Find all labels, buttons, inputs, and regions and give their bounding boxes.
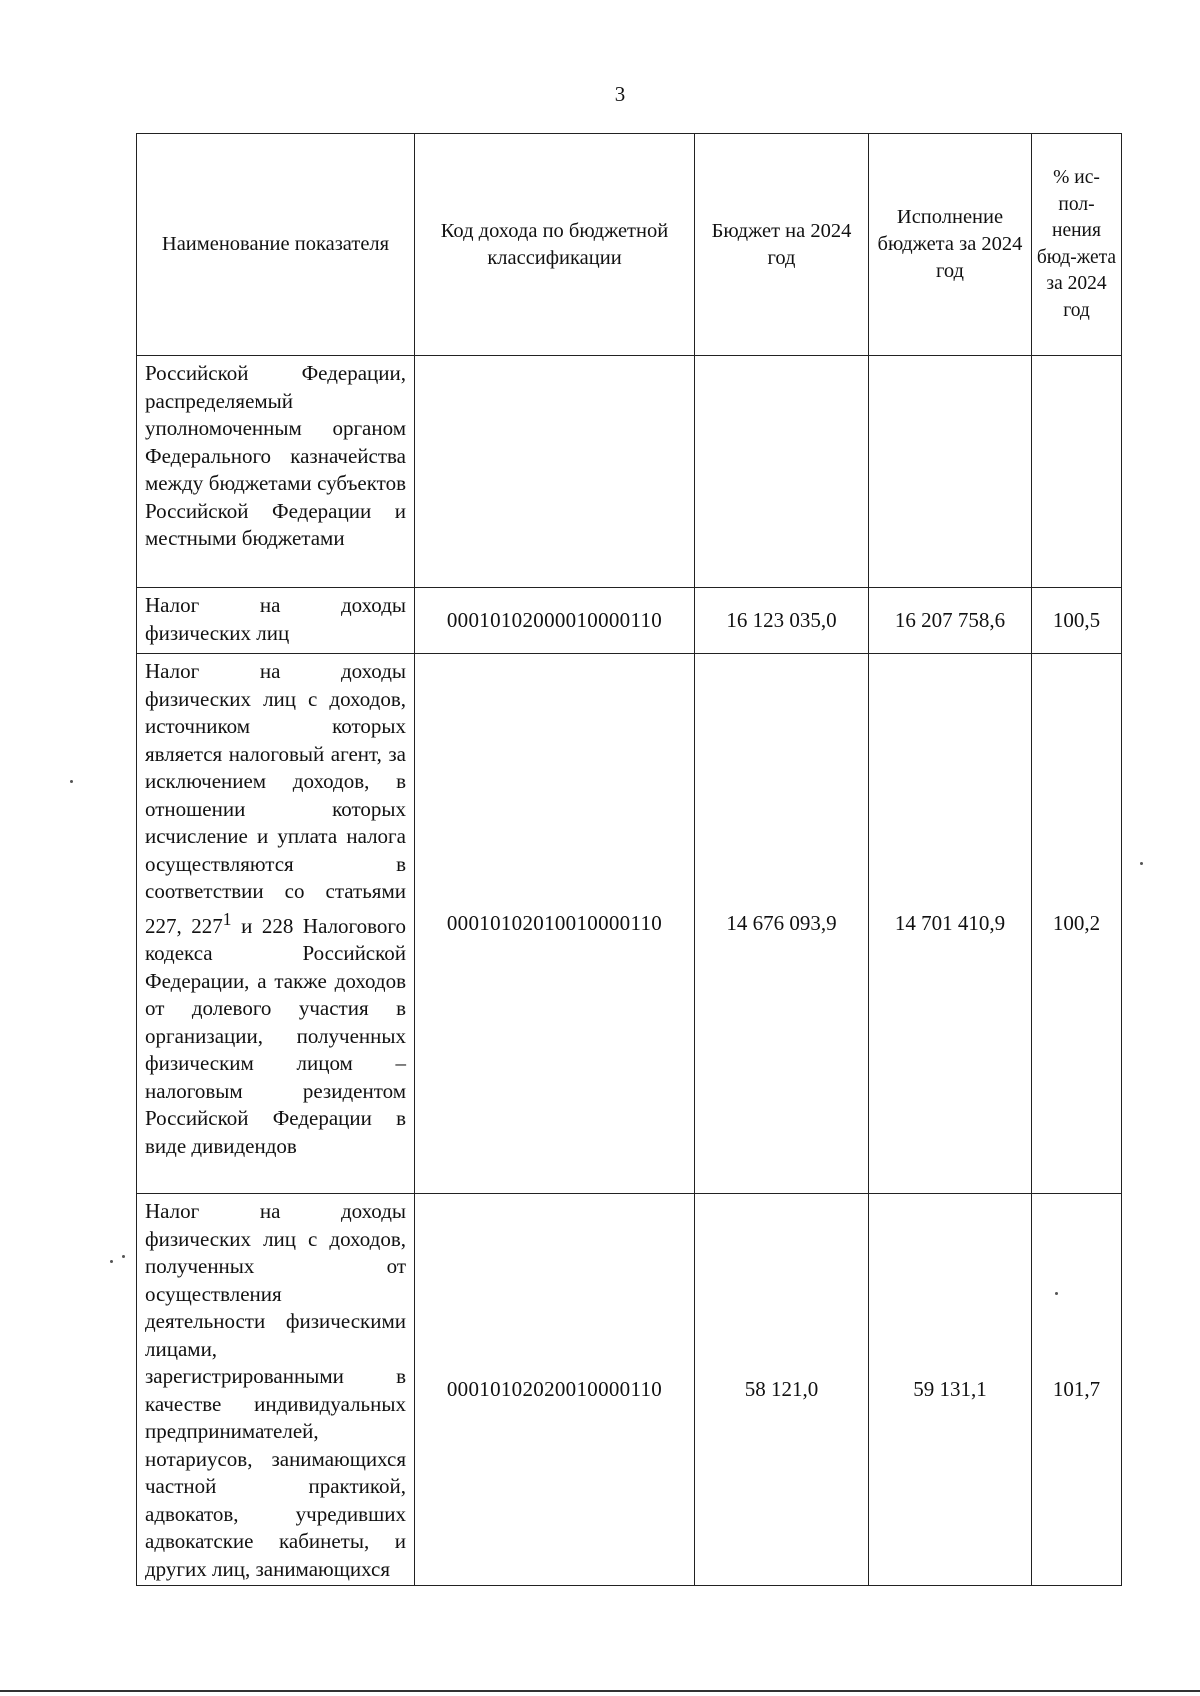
- row-budget: 16 123 035,0: [695, 588, 869, 654]
- row-execution: 16 207 758,6: [869, 588, 1032, 654]
- header-percent: [1032, 134, 1122, 356]
- row-code: 00010102020010000110: [415, 1194, 695, 1586]
- row-code: 00010102000010000110: [415, 588, 695, 654]
- row-name-text-part1: Налог на доходы физических лиц с доходов, источником которых является налоговый агент, за исключением доходов, в отношении которых исчисление и уплата налога осуществляются в соответствии со статьями 227, 227: [145, 659, 406, 938]
- scan-speck: [110, 1260, 113, 1263]
- table-header-row: [137, 134, 1122, 356]
- scan-speck: [1055, 1292, 1058, 1295]
- budget-execution-table: [136, 133, 1122, 1586]
- row-name: Налог на доходы физических лиц с доходов, полученных от осуществления деятельности физическими лицами, зарегистрированными в качестве индивидуальных предпринимателей, нотариусов, занимающихся частной практикой, адвокатов, учредивших адвокатские кабинеты, и других лиц, занимающихся: [137, 1194, 415, 1586]
- scan-speck: [70, 780, 73, 783]
- row-name-superscript: 1: [222, 908, 232, 929]
- header-code: [415, 134, 695, 356]
- row-name: [137, 654, 415, 1194]
- row-execution: [869, 356, 1032, 588]
- header-percent-label: % ис-пол-нения бюд-жета за 2024 год: [1036, 167, 1117, 321]
- row-percent: [1032, 356, 1122, 588]
- scan-speck: [1140, 862, 1143, 865]
- scan-speck: [122, 1255, 125, 1258]
- row-name: Налог на доходы физических лиц: [137, 588, 415, 654]
- page-bottom-rule: [0, 1690, 1200, 1692]
- row-execution: 14 701 410,9: [869, 654, 1032, 1194]
- header-name-label: Наименование показателя: [161, 233, 390, 255]
- page-number: 3: [614, 82, 626, 106]
- header-execution: [869, 134, 1032, 356]
- header-execution-label: Исполнение бюджета за 2024 год: [877, 206, 1023, 282]
- row-name: Российской Федерации, распределяемый уполномоченным органом Федерального казначейства между бюджетами субъектов Российской Федерации и местными бюджетами: [137, 356, 415, 588]
- header-name: [137, 134, 415, 356]
- table-row: [137, 1194, 1122, 1586]
- header-budget-label: Бюджет на 2024 год: [711, 219, 852, 269]
- row-code: [415, 356, 695, 588]
- row-percent: 100,5: [1032, 588, 1122, 654]
- row-name-text-part2: и 228 Налогового кодекса Российской Федерации, а также доходов от долевого участия в организации, полученных физическим лицом – налоговым резидентом Российской Федерации в виде дивидендов: [145, 913, 407, 1158]
- header-code-label: Код дохода по бюджетной классификации: [440, 219, 669, 269]
- row-percent: 100,2: [1032, 654, 1122, 1194]
- row-code: 00010102010010000110: [415, 654, 695, 1194]
- row-budget: 58 121,0: [695, 1194, 869, 1586]
- row-budget: 14 676 093,9: [695, 654, 869, 1194]
- row-execution: 59 131,1: [869, 1194, 1032, 1586]
- row-budget: [695, 356, 869, 588]
- row-percent: 101,7: [1032, 1194, 1122, 1586]
- header-budget: [695, 134, 869, 356]
- table-row: [137, 654, 1122, 1194]
- table-row: [137, 356, 1122, 588]
- table-row: [137, 588, 1122, 654]
